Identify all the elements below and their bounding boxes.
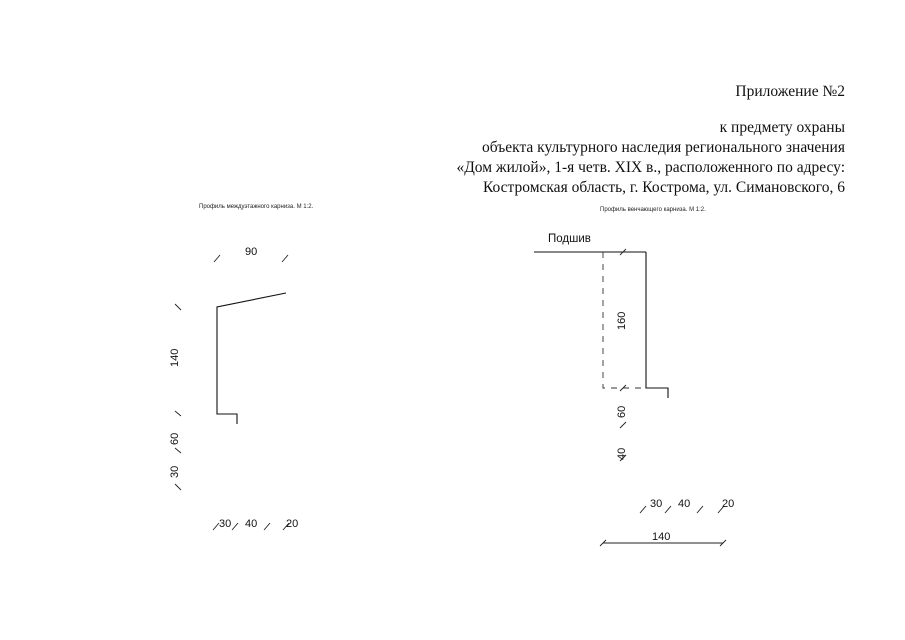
dim-tick	[620, 422, 626, 428]
header-line-1: к предмету охраны	[719, 119, 845, 136]
appendix-title: Приложение №2	[735, 83, 845, 100]
dim-tick	[232, 523, 238, 530]
dim-tick	[175, 448, 181, 453]
right-dim-40: 40	[616, 447, 628, 460]
header-line-3: «Дом жилой», 1-я четв. XIX в., расположенного по адресу:	[456, 159, 845, 176]
left-profile	[169, 246, 298, 530]
right-dim-b40: 40	[678, 498, 691, 510]
dim-tick	[214, 255, 220, 262]
dim-tick	[175, 304, 181, 310]
left-dim-60: 60	[169, 432, 181, 445]
left-dim-b20: 20	[286, 518, 299, 530]
left-dim-top: 90	[245, 246, 258, 258]
left-profile-caption: Профиль междуэтажного карниза. М 1:2.	[199, 204, 314, 210]
right-profile-outline	[646, 252, 668, 398]
dim-tick	[665, 506, 671, 513]
right-profile-caption: Профиль венчающего карниза. М 1:2.	[600, 207, 706, 213]
podshiv-label: Подшив	[548, 233, 591, 245]
left-profile-outline	[217, 293, 286, 424]
dim-tick	[282, 255, 288, 262]
left-dim-b40: 40	[245, 518, 258, 530]
dim-tick	[175, 411, 181, 416]
header-line-4: Костромская область, г. Кострома, ул. Симановского, 6	[482, 179, 845, 196]
left-dim-height: 140	[169, 348, 181, 367]
header-line-2: объекта культурного наследия регионального значения	[481, 139, 845, 156]
right-dim-b20: 20	[722, 498, 735, 510]
right-dim-140: 140	[652, 531, 671, 543]
right-dim-b30: 30	[650, 498, 663, 510]
dim-tick	[640, 506, 646, 513]
dim-tick	[264, 523, 270, 530]
dim-tick	[175, 484, 181, 490]
left-dim-30: 30	[169, 465, 181, 478]
dim-tick	[697, 506, 703, 513]
right-profile	[534, 233, 734, 546]
right-dim-60: 60	[616, 405, 628, 418]
left-dim-b30: 30	[219, 518, 232, 530]
right-dim-160: 160	[616, 311, 628, 330]
